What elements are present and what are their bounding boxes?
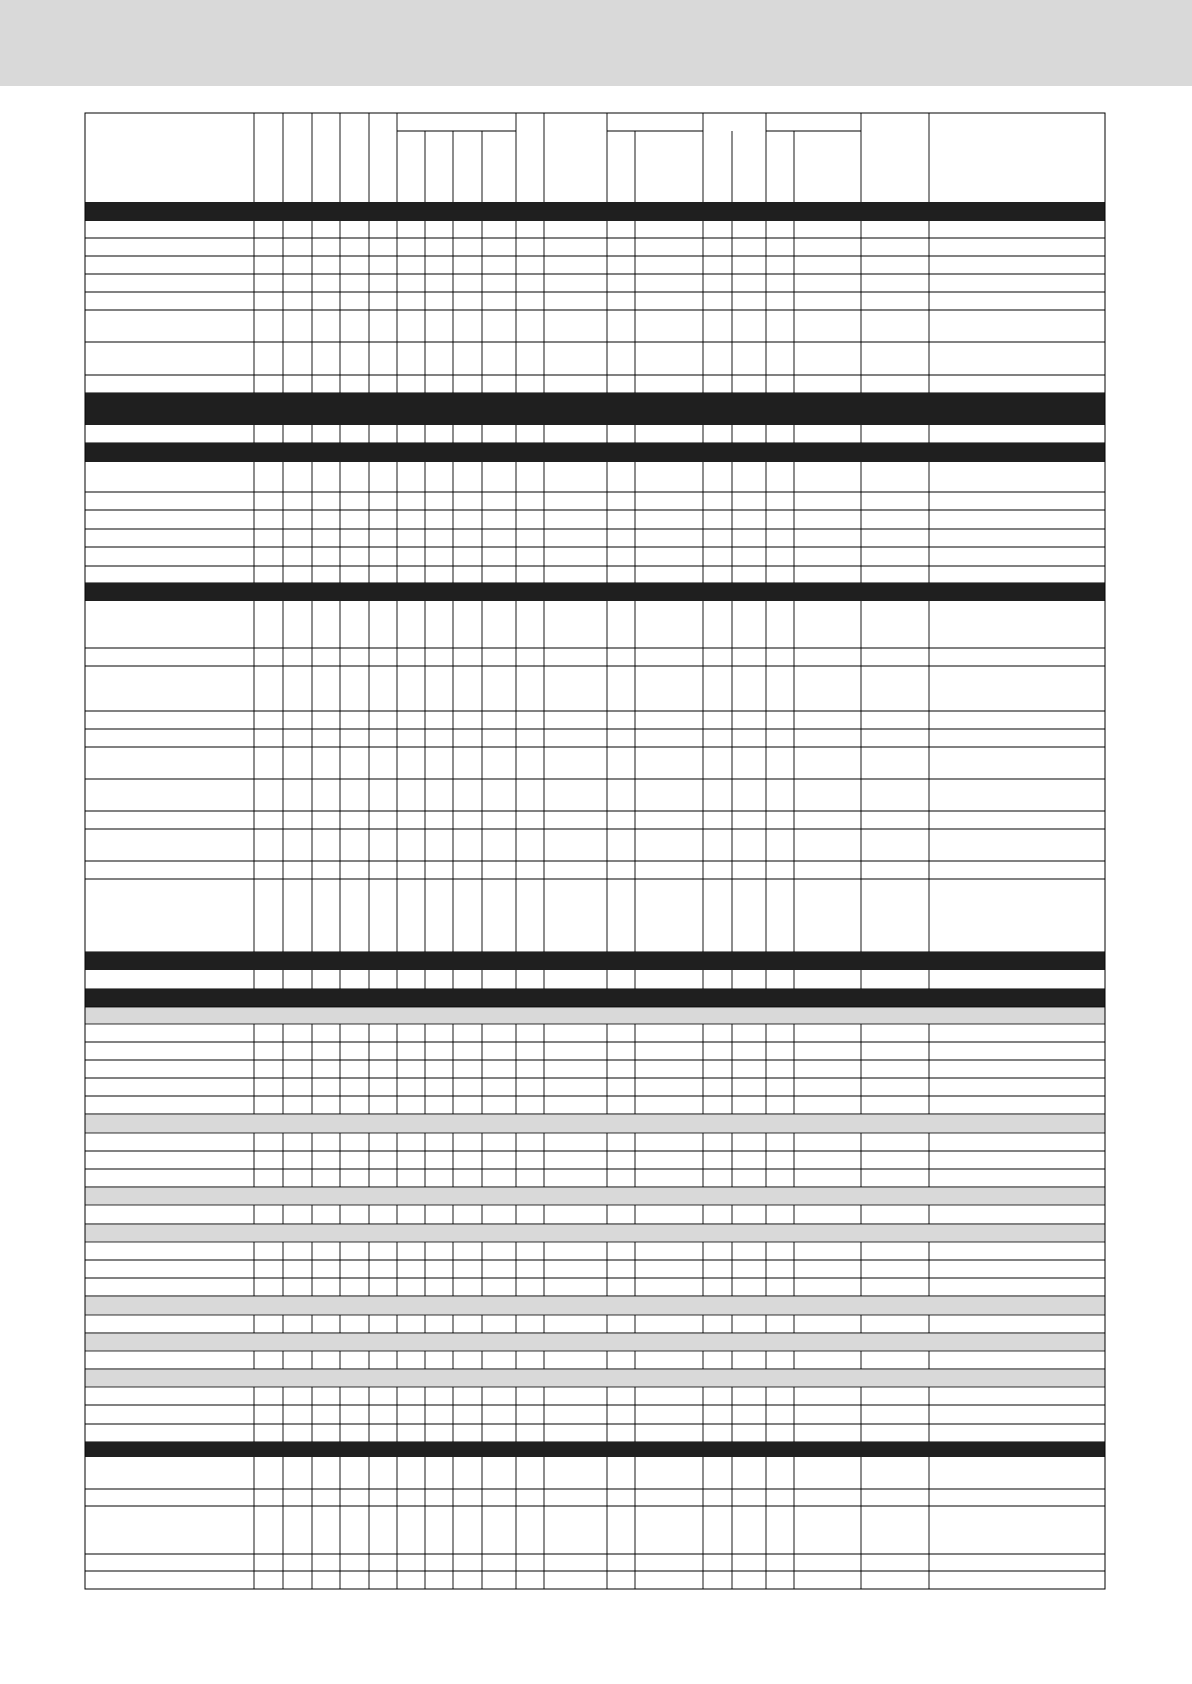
section-bar: [85, 202, 1105, 221]
subsection-bar: [85, 1296, 1105, 1315]
section-bar: [85, 952, 1105, 970]
section-bar: [85, 393, 1105, 425]
section-bar: [85, 1442, 1105, 1457]
subsection-bar: [85, 1114, 1105, 1133]
section-bar: [85, 989, 1105, 1007]
subsection-bar: [85, 1369, 1105, 1387]
table-frame: [85, 113, 1105, 1589]
subsection-bar: [85, 1007, 1105, 1024]
section-bar: [85, 443, 1105, 462]
subsection-bar: [85, 1224, 1105, 1242]
section-bar: [85, 583, 1105, 601]
subsection-bar: [85, 1333, 1105, 1351]
subsection-bar: [85, 1187, 1105, 1205]
